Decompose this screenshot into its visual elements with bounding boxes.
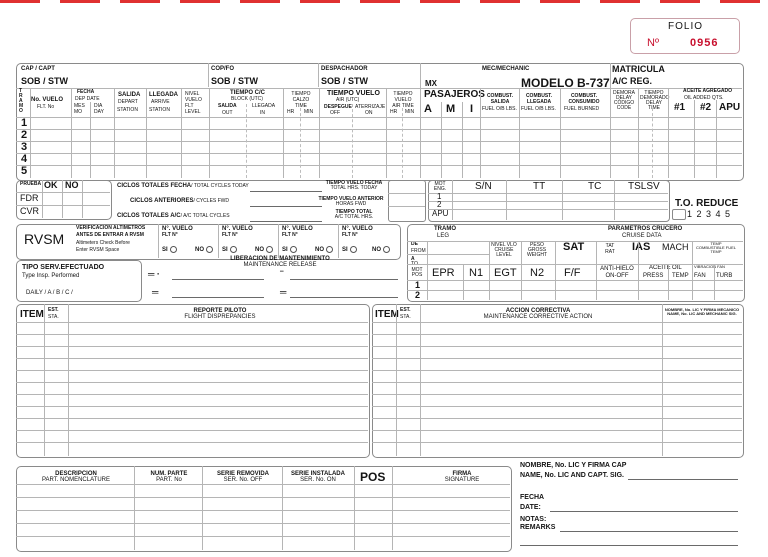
- cruise-press: PRESS: [643, 273, 664, 279]
- release-label: LIBERACION DE MANTENIMIENTO MAINTENANCE RELEASE: [230, 256, 330, 268]
- fuel-ob-label: FUEL O/B LBS.: [482, 106, 517, 112]
- cruise-title: PARAMETROS CRUCERO: [608, 226, 683, 232]
- row-3: 3: [21, 141, 28, 153]
- cruise-ff: F/F: [564, 267, 581, 279]
- to-reduce-label: T.O. REDUCE: [675, 198, 739, 209]
- combust-consumido-label: COMBUST. CONSUMIDO: [568, 93, 600, 105]
- modelo-label: MODELO B-737: [521, 76, 610, 90]
- combust-llegada-label: COMBUST. LLEGADA: [525, 93, 553, 105]
- remarks-line-2[interactable]: [520, 545, 738, 546]
- tiempo-calzo-label: TIEMPO CALZO TIME: [291, 91, 311, 109]
- pilot-est-label: EST.: [48, 307, 59, 313]
- tiempo-cc-label: TIEMPO C/C: [230, 90, 266, 96]
- tipo-serv-label: TIPO SERV.EFECTUADO: [22, 264, 105, 271]
- parts-removed-label: SERIE REMOVIDA SER. No. OFF: [216, 471, 269, 483]
- reporte-piloto-label: REPORTE PILOTO FLIGHT DISPREPANCIES: [184, 308, 256, 320]
- to-reduce-options[interactable]: 1 2 3 4 5: [687, 209, 732, 219]
- ciclos-anteriores-label: CICLOS ANTERIORES/ CYCLES FWD: [130, 198, 230, 204]
- release-mark-2: ═: [280, 269, 284, 275]
- folio-label: FOLIO: [668, 21, 704, 32]
- folio-number: 0956: [690, 37, 719, 49]
- rvsm-col1-label: N°. VUELO: [162, 226, 193, 232]
- parts-firma-label: FIRMA SIGNATURE: [444, 471, 480, 483]
- oil-added-label: OIL ADDED QTS.: [684, 95, 724, 101]
- fecha-label: FECHA: [520, 494, 545, 501]
- tt-label: TT: [533, 181, 546, 192]
- notas-label: NOTAS:: [520, 516, 547, 523]
- combust-salida-label: COMBUST. SALIDA: [486, 93, 514, 105]
- despachador-label: DESPACHADOR: [321, 66, 368, 72]
- cruise-leg: LEG: [437, 233, 450, 239]
- demora-label: DEMORA DELAY CÓDIGO CODE: [613, 90, 635, 111]
- row-4: 4: [21, 153, 28, 165]
- rvsm-title: RVSM: [24, 231, 65, 247]
- top-border: [0, 0, 768, 3]
- tc-label: TC: [588, 181, 602, 192]
- rvsm-col3-label: N°. VUELO: [282, 226, 313, 232]
- cruise-egt: EGT: [494, 267, 517, 279]
- off-label: OFF: [330, 110, 340, 116]
- captain-sig-label: NOMBRE, No. LIC Y FIRMA CAP: [520, 462, 627, 469]
- cruise-subtitle: CRUISE DATA: [622, 233, 662, 239]
- cruise-nivel: NIVEL VLO CRUISE LEVEL: [491, 242, 517, 258]
- pax-m: M: [446, 103, 456, 115]
- cop-label: COP/FO: [211, 66, 235, 72]
- cruise-mot: MOT POS: [411, 267, 423, 278]
- action-item-label: ITEM: [375, 309, 399, 320]
- rvsm-col1-flt: FLT N°: [162, 232, 178, 238]
- rvsm-altim: Altimeters Check Before: [76, 240, 130, 246]
- to-reduce-box: [672, 209, 686, 220]
- date-line[interactable]: [550, 511, 738, 512]
- rvsm-col4-flt: FLT N°: [342, 232, 358, 238]
- folio-prefix: Nº: [647, 37, 659, 49]
- in-label: IN: [260, 110, 265, 116]
- parts-num-label: NUM. PARTE PART. No: [150, 471, 188, 483]
- pilot-item-label: ITEM: [20, 309, 44, 320]
- cap-label: CAP / CAPT: [21, 66, 55, 72]
- remarks-line-1[interactable]: [560, 531, 738, 532]
- cruise-from: FROM: [411, 248, 426, 254]
- station2-label: STATION: [149, 107, 170, 113]
- hours-boxes: [388, 180, 426, 222]
- cruise-fan: FAN: [694, 273, 706, 279]
- salida-out-label: SALIDA: [218, 103, 237, 109]
- desp-sob: SOB / STW: [321, 76, 368, 86]
- ciclos-ac-label: CICLOS TOTALES A/C/ A/C TOTAL CYCLES: [117, 213, 230, 219]
- cruise-aceite: ACEITE: [649, 265, 671, 271]
- cruise-temp: TEMP: [672, 273, 689, 279]
- tiempo-demorado-label: TIEMPO DEMORADO DELAY TIME: [640, 90, 670, 111]
- rvsm-si-2[interactable]: SI: [222, 246, 237, 253]
- min-label: MIN: [304, 109, 314, 115]
- nivel-label: NIVEL VUELO FLT LEVEL: [185, 91, 202, 115]
- llegada-label: LLEGADA: [149, 92, 178, 98]
- type-insp-label: Type Insp. Performed: [22, 273, 80, 279]
- sn-label: S/N: [475, 181, 492, 192]
- cruise-row2: 2: [415, 290, 421, 300]
- fuel-burned-label: FUEL BURNED: [564, 106, 600, 112]
- despegue-label: DESPEGUE: [324, 104, 352, 110]
- oil-1: #1: [674, 102, 686, 113]
- release-mark-3: ═: [152, 287, 159, 297]
- block-label: BLOCK (UTC): [231, 96, 263, 102]
- cruise-ias: IAS: [632, 241, 651, 253]
- no-label: NO: [65, 180, 79, 190]
- hr2-label: HR: [390, 109, 398, 115]
- mot-label: MOT ENG.: [433, 181, 447, 192]
- on-label: ON: [365, 110, 373, 116]
- pilot-sta-label: STA.: [48, 314, 59, 320]
- pasajeros-label: PASAJEROS: [424, 89, 485, 100]
- cruise-de: DE: [411, 241, 418, 247]
- tv-fecha-label: TIEMPO VUELO FECHA TOTAL HRS. TODAY: [325, 180, 383, 191]
- matricula-label: MATRICULA: [612, 64, 665, 74]
- aterrizaje-label: ATERRIZAJE: [355, 104, 386, 110]
- cruise-oil: OIL: [672, 265, 682, 271]
- parts-installed-label: SERIE INSTALADA SER. No. ON: [291, 471, 345, 483]
- mec-label: MEC/MECHANIC: [482, 66, 530, 72]
- tv-anterior-label: TIEMPO VUELO ANTERIOR HORAS FWD: [318, 196, 384, 207]
- no-vuelo-label: No. VUELO: [31, 97, 64, 103]
- rvsm-enter: Enter RVSM Space: [76, 247, 120, 253]
- cruise-a: A: [411, 256, 415, 262]
- pax-i: I: [470, 103, 474, 115]
- cruise-row1: 1: [415, 280, 421, 290]
- corrective-action: [372, 304, 744, 458]
- rvsm-si-3[interactable]: SI: [282, 246, 297, 253]
- action-sta-label: STA.: [400, 314, 411, 320]
- rvsm-no-3[interactable]: NO: [315, 246, 333, 253]
- pax-a: A: [424, 103, 432, 115]
- tramo-label: T R A M O: [19, 88, 24, 114]
- cruise-n2: N2: [530, 267, 545, 279]
- tslsv-label: TSLSV: [628, 181, 660, 192]
- cruise-epr: EPR: [432, 267, 455, 279]
- day-label: DAY: [94, 109, 104, 115]
- out-label: OUT: [222, 110, 233, 116]
- cruise-vib: VIBRACION FAN: [694, 264, 725, 269]
- fuel-ob2-label: FUEL O/B LBS.: [521, 106, 556, 112]
- rvsm-verif: VERIFICACION ALTIMETROS: [76, 225, 146, 231]
- fecha-label: FECHA: [77, 89, 95, 95]
- accion-correctiva-label: ACCION CORRECTIVA MAINTENANCE CORRECTIVE ACTION: [483, 308, 593, 320]
- cop-sob: SOB / STW: [211, 76, 258, 86]
- cruise-antihielo: ANTI-HIELO ON-OFF: [600, 266, 634, 279]
- llegada-in-label: LLEGADA: [252, 103, 276, 109]
- tiempo-total-label: TIEMPO TOTAL A/C TOTAL HRS.: [334, 209, 374, 220]
- rvsm-no-2[interactable]: NO: [255, 246, 273, 253]
- oil-2: #2: [700, 102, 712, 113]
- eng-apu: APU: [432, 209, 449, 218]
- rvsm-si-1[interactable]: SI: [162, 246, 177, 253]
- dep-date-label: DEP DATE: [75, 96, 100, 102]
- row-1: 1: [21, 117, 28, 129]
- mes-label: MES: [74, 103, 85, 109]
- parts-desc-label: DESCRIPCION PART. NOMENCLATURE: [41, 471, 110, 483]
- oil-apu: APU: [719, 102, 741, 113]
- cruise-sat: SAT: [563, 241, 585, 253]
- depart-label: DEPART: [118, 99, 138, 105]
- aceite-label: ACEITE AGREGADO: [683, 88, 732, 94]
- cap-sob: SOB / STW: [21, 76, 68, 86]
- rvsm-col2-flt: FLT N°: [222, 232, 238, 238]
- eng-1: 1: [437, 192, 442, 201]
- captain-sig-en: NAME, No. LIC AND CAPT. SIG.: [520, 472, 624, 479]
- cruise-peso: PESO GROSS WEIGHT: [527, 242, 547, 258]
- pilot-report: [16, 304, 370, 458]
- parts-pos-label: POS: [360, 470, 386, 484]
- salida-label: SALIDA: [118, 92, 141, 98]
- release-mark-4: ═: [280, 287, 287, 297]
- hr-label: HR: [287, 109, 295, 115]
- mo-label: MO: [74, 109, 83, 115]
- cruise-mach: MACH: [662, 242, 689, 252]
- prueba-label: PRUEBA: [20, 181, 42, 187]
- cruise-n1: N1: [469, 267, 484, 279]
- daily-label[interactable]: DAILY / A / B / C /: [26, 290, 73, 296]
- arrive-label: ARRIVE: [151, 99, 170, 105]
- min2-label: MIN: [405, 109, 415, 115]
- rvsm-no-4[interactable]: NO: [372, 246, 390, 253]
- rvsm-no-1[interactable]: NO: [195, 246, 213, 253]
- cruise-fuel-temp: TEMP COMBUSTIBLE FUEL TEMP: [696, 241, 737, 254]
- fdr-label: FDR: [20, 193, 39, 203]
- remarks-label: REMARKS: [520, 524, 556, 531]
- cruise-tramo: TRAMO: [434, 226, 456, 232]
- captain-sig-line[interactable]: [628, 479, 738, 480]
- row-5: 5: [21, 165, 28, 177]
- release-mark-1: ═ ·: [148, 269, 160, 279]
- cruise-to: TO: [411, 261, 418, 267]
- air-utc-label: AIR (UTC): [336, 97, 360, 103]
- rvsm-col2-label: N°. VUELO: [222, 226, 253, 232]
- row-2: 2: [21, 129, 28, 141]
- ciclos-totales-label: CICLOS TOTALES FECHA/ TOTAL CYCLES TODAY: [117, 183, 249, 189]
- rvsm-col4-label: N°. VUELO: [342, 226, 373, 232]
- acreg-label: A/C REG.: [612, 76, 653, 86]
- tiempo-vuelo-label: TIEMPO VUELO: [327, 90, 380, 97]
- cvr-label: CVR: [20, 206, 40, 216]
- action-est-label: EST.: [400, 307, 411, 313]
- rvsm-antes: ANTES DE ENTRAR A RVSM: [76, 232, 144, 238]
- mx-label: MX: [425, 79, 437, 88]
- date-label: DATE:: [520, 504, 541, 511]
- tiempo-vuelo2-label: TIEMPO VUELO AIR TIME: [392, 91, 414, 109]
- flt-no-label: FLT. No: [37, 104, 55, 110]
- ok-label: OK: [44, 180, 58, 190]
- station-label: STATION: [117, 107, 138, 113]
- rvsm-si-4[interactable]: SI: [342, 246, 357, 253]
- dia-label: DIA: [94, 103, 103, 109]
- cruise-tat: TAT RAT: [605, 243, 615, 255]
- eng-2: 2: [437, 200, 442, 209]
- cruise-turb: TURB: [716, 273, 733, 279]
- rvsm-col3-flt: FLT N°: [282, 232, 298, 238]
- mechanic-sig-label: NOMBRE, No. LIC Y FIRMA MECANICO NAME, No. LIC AND MECHANIC SIG.: [664, 307, 740, 316]
